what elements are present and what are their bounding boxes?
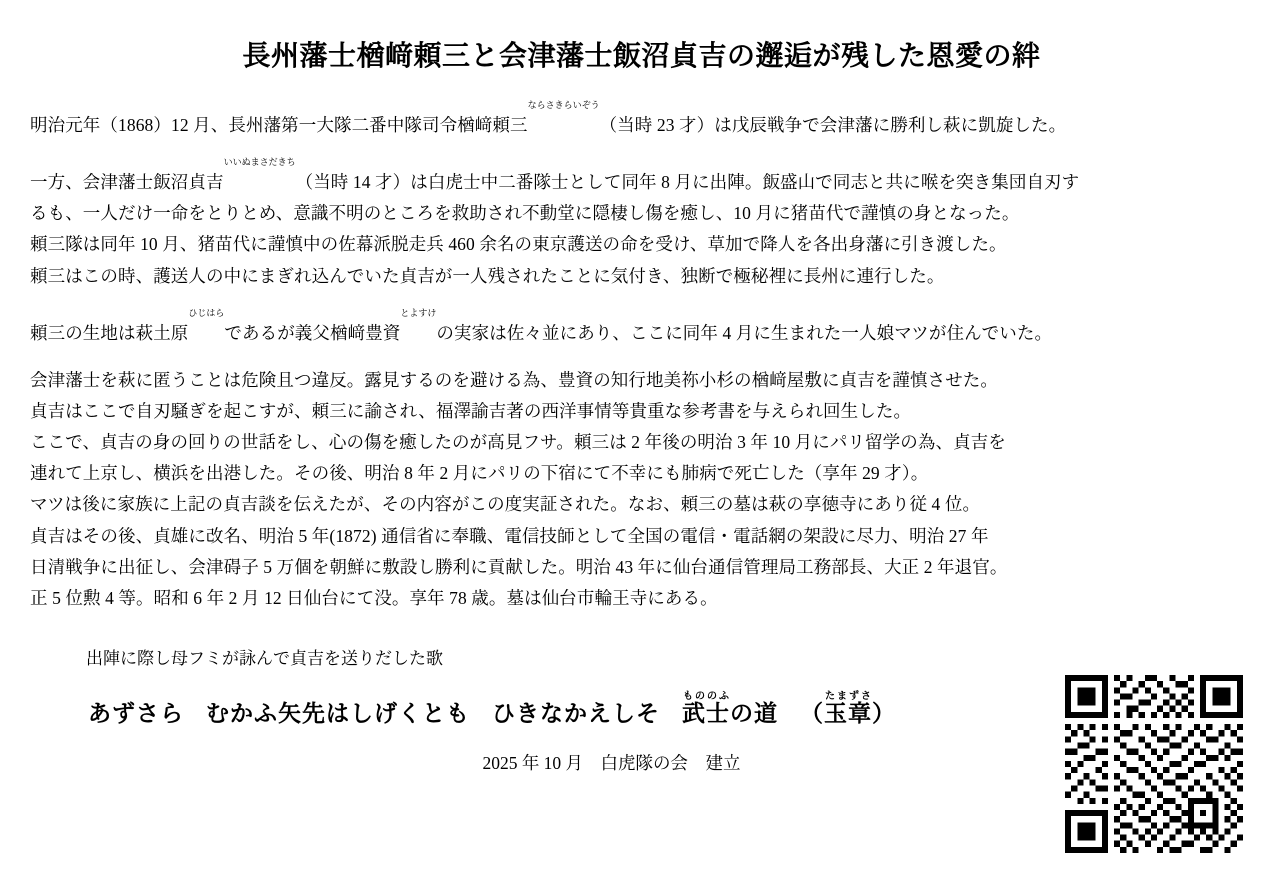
paragraph-4 [30,365,1253,614]
text-line: 日清戦争に出征し、会津碍子 5 万個を朝鮮に敷設し勝利に貢献した。明治 43 年に仙台通信管理局工務部長、大正 2 年退官。 [30,556,1008,577]
text-line: 会津藩士を萩に匿うことは危険且つ違反。露見するのを避ける為、豊資の知行地美祢小杉の楢﨑屋敷に貞吉を謹慎させた。 [30,369,998,390]
text-line: 頼三はこの時、護送人の中にまぎれ込んでいた貞吉が一人残されたことに気付き、独断で極秘裡に長州に連行した。 [30,265,945,286]
text-line: るも、一人だけ一命をとりとめ、意識不明のところを救助され不動堂に隠棲し傷を癒し、10 月に猪苗代で謹慎の身となった。 [30,203,1020,224]
text-line: 正 5 位勲 4 等。昭和 6 年 2 月 12 日仙台にて没。享年 78 歳。墓は仙台市輪王寺にある。 [30,587,718,608]
ruby-text-hijihara: ひじはら [188,307,225,318]
text-line: マツは後に家族に上記の貞吉談を伝えたが、その内容がこの度実証された。なお、頼三の墓は萩の享徳寺にあり従 4 位。 [30,494,981,515]
song-part-4-rest: の道 [730,700,778,726]
page-title: 長州藩士楢﨑頼三と会津藩士飯沼貞吉の邂逅が残した恩愛の絆 [242,41,1041,72]
song-part-2: むかふ矢先はしげくとも [206,700,470,726]
song-part-1: あずさら [88,700,184,726]
qr-code-image [1065,675,1243,853]
ruby-text-toyosuke: とよすけ [400,307,437,318]
footer-credit: 2025 年 10 月 白虎隊の会 建立 [482,752,741,773]
text-line: ここで、貞吉の身の回りの世話をし、心の傷を癒したのが高見フサ。頼三は 2 年後の明治 3 年 10 月にパリ留学の為、貞吉を [30,432,1006,453]
song-label: 出陣に際し母フミが詠んで貞吉を送りだした歌 [86,648,443,668]
ruby-text-tamazusa: たまずさ [824,690,872,702]
text-line: 貞吉はここで自刃騒ぎを起こすが、頼三に諭され、福澤諭吉著の西洋事情等貴重な参考書を与えられ回生した。 [30,400,912,421]
paragraph-2 [30,157,1253,292]
ruby-narasaki [527,100,600,135]
paragraph-1 [30,100,1253,141]
qr-code[interactable] [1065,675,1243,853]
paragraph-3 [30,308,1253,349]
ruby-mononofu [682,690,730,726]
ruby-text-narasaki: ならさきらいぞう [527,100,600,110]
song-part-3: ひきなかえしそ [492,700,660,726]
song-part-5-base: 玉章 [824,700,872,726]
text-line: 連れて上京し、横浜を出港した。その後、明治 8 年 2 月にパリの下宿にて不幸にも肺病で死亡した（享年 29 才）。 [30,463,929,484]
song-paren-open: （ [800,700,824,726]
song-paren-close: ） [872,700,896,726]
text-line: 頼三の生地は萩土原ひじはらであるが義父楢﨑豊資とよすけの実家は佐々並にあり、ここに同年 4 月に生まれた一人娘マツが住んでいた。 [30,307,1053,343]
text-line: 一方、会津藩士飯沼貞吉いいぬまさだきち（当時 14 才）は白虎士中二番隊士として同年 8 月に出陣。飯盛山で同志と共に喉を突き集団自刃す [30,157,1080,193]
text-line: 頼三隊は同年 10 月、猪苗代に謹慎中の佐幕派脱走兵 460 余名の東京護送の命を受け、草加で降人を各出身藩に引き渡した。 [30,234,1007,255]
document-body [30,100,1253,614]
text-line: 貞吉はその後、貞雄に改名、明治 5 年(1872) 通信省に奉職、電信技師として全国の電信・電話網の架設に尽力、明治 27 年 [30,525,989,546]
ruby-iinuma [223,157,296,192]
text-line: 明治元年（1868）12 月、長州藩第一大隊二番中隊司令楢﨑頼三ならさきらいぞう（当時 23 才）は戊辰戦争で会津藩に勝利し萩に凱旋した。 [30,100,1067,135]
ruby-tamazusa [824,690,872,726]
ruby-text-iinuma: いいぬまさだきち [223,157,296,168]
ruby-hijihara [188,307,225,343]
ruby-text-mononofu: もののふ [682,690,730,702]
document-page [0,34,1283,881]
ruby-toyosuke [400,307,437,343]
song-part-4-base: 武士 [682,700,730,726]
